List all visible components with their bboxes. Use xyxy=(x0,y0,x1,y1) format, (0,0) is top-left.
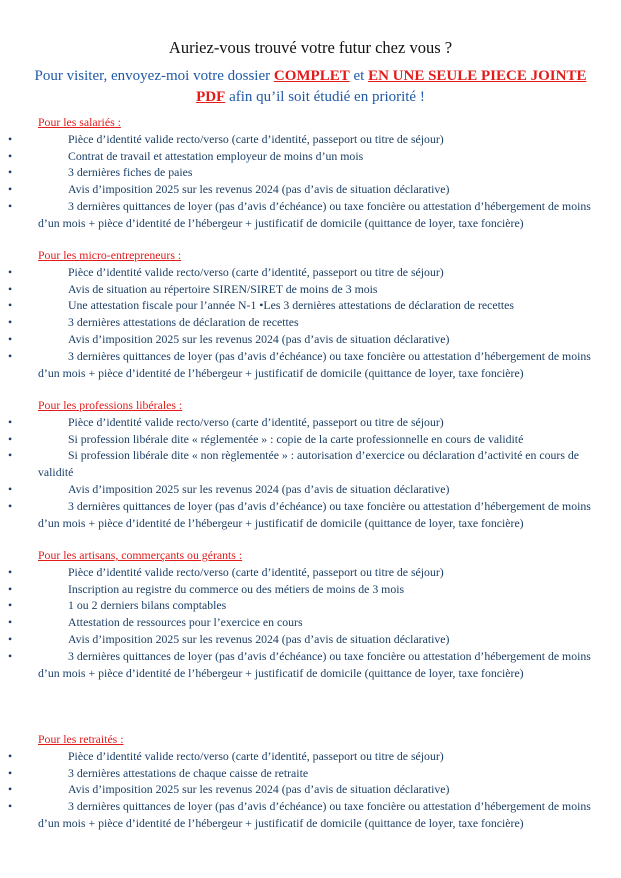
section-micro-entrepreneurs xyxy=(38,247,594,381)
list-item: • Avis d’imposition 2025 sur les revenus 2024 (pas d’avis de situation déclarative) xyxy=(38,331,594,348)
outro-text: afin qu’il soit étudié en priorité ! xyxy=(225,89,425,105)
list-item: • 3 dernières quittances de loyer (pas d’avis d’échéance) ou taxe foncière ou attestation d’hébergement de moins d’un mois + pièce d’identité de l’hébergeur + justificatif de domicile (quittance de loyer, taxe foncière) xyxy=(38,648,594,682)
section-artisans-commercants xyxy=(38,547,594,681)
list-item: • Avis d’imposition 2025 sur les revenus 2024 (pas d’avis de situation déclarative) xyxy=(38,481,594,498)
section-retraites xyxy=(38,731,594,832)
requirements-list xyxy=(38,264,594,382)
list-item: • Inscription au registre du commerce ou des métiers de moins de 3 mois xyxy=(38,581,594,598)
section-title: Pour les retraités : xyxy=(38,732,124,746)
section-professions-liberales xyxy=(38,397,594,531)
section-title: Pour les salariés : xyxy=(38,115,121,129)
section-title: Pour les artisans, commerçants ou gérants : xyxy=(38,548,243,562)
list-item: • Avis d’imposition 2025 sur les revenus 2024 (pas d’avis de situation déclarative) xyxy=(38,181,594,198)
complet-emphasis: COMPLET xyxy=(273,68,350,84)
list-item: • Pièce d’identité valide recto/verso (carte d’identité, passeport ou titre de séjour) xyxy=(38,264,594,281)
list-item: • Une attestation fiscale pour l’année N-1 •Les 3 dernières attestations de déclaration de recettes xyxy=(38,297,594,314)
list-item: • Si profession libérale dite « réglementée » : copie de la carte professionnelle en cours de validité xyxy=(38,431,594,448)
list-item: • 3 dernières attestations de chaque caisse de retraite xyxy=(38,765,594,782)
section-title: Pour les professions libérales : xyxy=(38,398,183,412)
list-item: • Pièce d’identité valide recto/verso (carte d’identité, passeport ou titre de séjour) xyxy=(38,131,594,148)
requirements-list xyxy=(38,564,594,682)
list-item: • Contrat de travail et attestation employeur de moins d’un mois xyxy=(38,148,594,165)
list-item: • Pièce d’identité valide recto/verso (carte d’identité, passeport ou titre de séjour) xyxy=(38,748,594,765)
intro-message xyxy=(20,66,601,108)
intro-text: Pour visiter, envoyez-moi votre dossier xyxy=(34,68,271,84)
section-salaries xyxy=(38,114,594,232)
requirements-list xyxy=(38,748,594,832)
list-item: • 3 dernières quittances de loyer (pas d’avis d’échéance) ou taxe foncière ou attestation d’hébergement de moins d’un mois + pièce d’identité de l’hébergeur + justificatif de domicile (quittance de loyer, taxe foncière) xyxy=(38,198,594,232)
list-item: • Pièce d’identité valide recto/verso (carte d’identité, passeport ou titre de séjour) xyxy=(38,564,594,581)
list-item: • Attestation de ressources pour l’exercice en cours xyxy=(38,614,594,631)
et-text: et xyxy=(349,68,369,84)
list-item: • 1 ou 2 derniers bilans comptables xyxy=(38,597,594,614)
list-item: • 3 dernières quittances de loyer (pas d’avis d’échéance) ou taxe foncière ou attestation d’hébergement de moins d’un mois + pièce d’identité de l’hébergeur + justificatif de domicile (quittance de loyer, taxe foncière) xyxy=(38,498,594,532)
list-item: • Avis d’imposition 2025 sur les revenus 2024 (pas d’avis de situation déclarative) xyxy=(38,631,594,648)
pdf-emphasis: PDF xyxy=(196,89,226,105)
list-item: • Avis d’imposition 2025 sur les revenus 2024 (pas d’avis de situation déclarative) xyxy=(38,781,594,798)
requirements-list xyxy=(38,131,594,232)
list-item: • 3 dernières quittances de loyer (pas d’avis d’échéance) ou taxe foncière ou attestation d’hébergement de moins d’un mois + pièce d’identité de l’hébergeur + justificatif de domicile (quittance de loyer, taxe foncière) xyxy=(38,798,594,832)
list-item: • Pièce d’identité valide recto/verso (carte d’identité, passeport ou titre de séjour) xyxy=(38,414,594,431)
list-item: • Avis de situation au répertoire SIREN/SIRET de moins de 3 mois xyxy=(38,281,594,298)
list-item: • 3 dernières attestations de déclaration de recettes xyxy=(38,314,594,331)
page-title: Auriez-vous trouvé votre futur chez vous ? xyxy=(168,38,453,57)
list-item: • 3 dernières fiches de paies xyxy=(38,164,594,181)
section-title: Pour les micro-entrepreneurs : xyxy=(38,248,182,262)
single-attachment-emphasis: EN UNE SEULE PIECE JOINTE xyxy=(368,68,587,84)
list-item: • 3 dernières quittances de loyer (pas d’avis d’échéance) ou taxe foncière ou attestation d’hébergement de moins d’un mois + pièce d’identité de l’hébergeur + justificatif de domicile (quittance de loyer, taxe foncière) xyxy=(38,348,594,382)
requirements-list xyxy=(38,414,594,532)
list-item: • Si profession libérale dite « non règlementée » : autorisation d’exercice ou déclaration d’activité en cours de validité xyxy=(38,447,594,481)
